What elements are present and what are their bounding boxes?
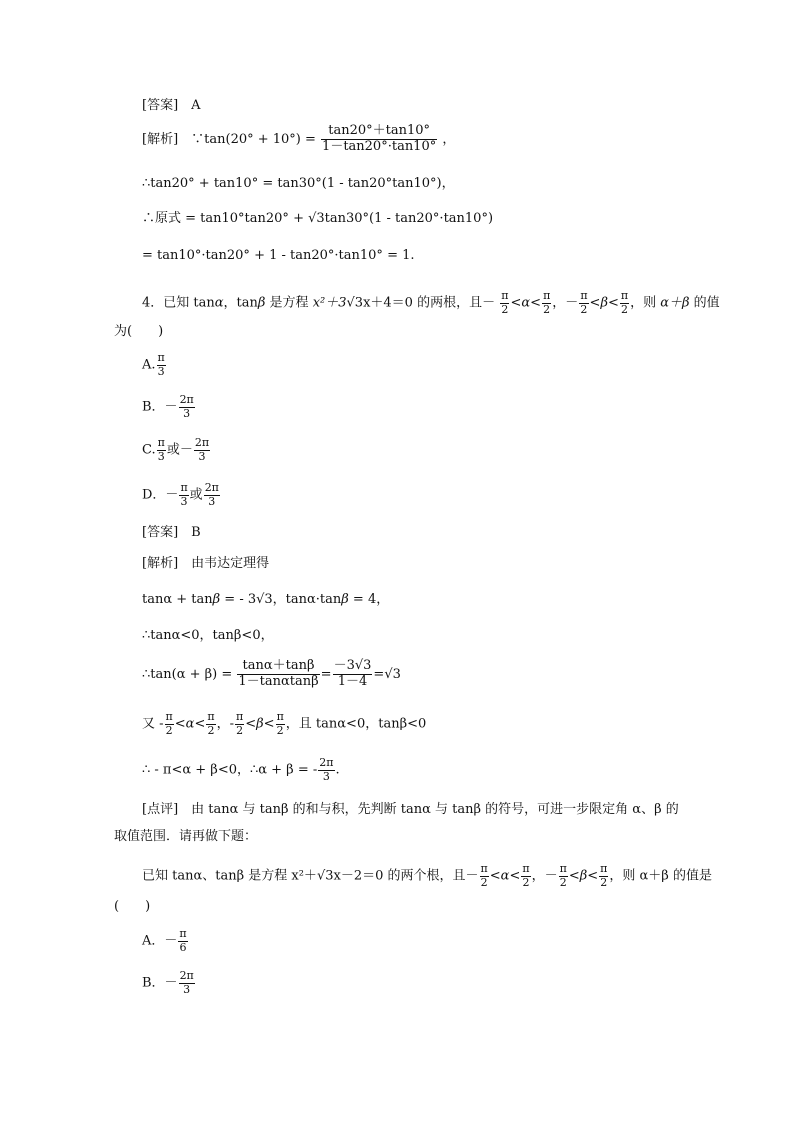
option2-a[interactable] (142, 928, 189, 954)
den: 3 (183, 982, 191, 996)
neg-pi-over-2 (480, 863, 489, 889)
num: π (600, 862, 608, 875)
text: 又 - (142, 716, 164, 732)
q4-text: 是方程 (265, 295, 313, 311)
comment-line-1: [点评] 由 tanα 与 tanβ 的和与积，先判断 tanα 与 tanβ 的符号，可进一步限定角 α、β 的 (142, 802, 679, 817)
den: 3 (183, 406, 191, 420)
num: 2π (179, 393, 194, 406)
text: ，且 tanα<0，tanβ<0 (285, 716, 427, 732)
sqrt3: √3 (384, 666, 401, 682)
den: 2 (236, 723, 244, 737)
question-4-line-1 (142, 290, 720, 316)
analysis-label: [解析] ∵tan(20° + 10°) = (142, 131, 316, 147)
den: 3 (157, 449, 165, 463)
lt: < (509, 868, 521, 884)
expr-part: tan30°(1 - tan20°·tan10°) (324, 211, 494, 226)
neg3: －3 (333, 658, 355, 673)
den: 1－4 (337, 673, 368, 689)
pi-over-3 (157, 352, 166, 378)
option-label: C. (142, 442, 156, 458)
neg-pi-over-2 (579, 290, 588, 316)
lt: < (607, 295, 619, 311)
den: 2 (600, 875, 608, 889)
pi-over-2 (521, 863, 530, 889)
den: 3 (208, 494, 216, 508)
sqrt3: √3 (346, 295, 364, 311)
q4-text: x＋4＝0 的两根，且－ (363, 295, 496, 311)
pi-over-2 (599, 863, 608, 889)
punct: ， (442, 131, 456, 147)
derivation-line-1: ∴tan20° + tan10° = tan30°(1 - tan20°tan10°)， (142, 176, 455, 191)
beta: β (257, 295, 266, 311)
num: π (165, 710, 173, 723)
alpha: α (214, 295, 224, 311)
alpha: α (185, 716, 195, 732)
analysis-line-1 (142, 124, 455, 155)
beta: β (212, 592, 221, 607)
lt: < (245, 716, 257, 732)
num: π (501, 289, 509, 302)
den: 2 (559, 875, 567, 889)
beta: β (600, 295, 608, 311)
option-label: A．－ (142, 933, 178, 949)
num: tanα＋tanβ (237, 659, 319, 675)
den: 2 (480, 875, 488, 889)
value-fraction (333, 659, 373, 690)
q4-text: ，则 (630, 295, 661, 311)
neg-pi-over-2 (500, 290, 509, 316)
question-5-line-1 (142, 863, 712, 889)
or: 或 (189, 487, 203, 503)
comment-line-2: 取值范围．请再做下题： (114, 829, 258, 844)
text: ，tanα·tan (272, 592, 342, 607)
num: π (236, 710, 244, 723)
q4-text: 4．已知 tan (142, 295, 215, 311)
den: 3 (180, 494, 188, 508)
two-pi-over-3 (204, 482, 220, 508)
lt: < (589, 295, 601, 311)
den: 2 (522, 875, 530, 889)
num (333, 659, 373, 675)
analysis-line-2: [解析] 由韦达定理得 (142, 556, 270, 571)
alpha: α (500, 868, 510, 884)
option-a[interactable] (142, 352, 167, 378)
two-pi-over-3 (194, 437, 210, 463)
two-pi-over-3 (318, 757, 334, 783)
text: ∴tan(α + β) = (142, 666, 233, 682)
or: 或－ (166, 442, 193, 458)
num: π (157, 436, 165, 449)
option-b[interactable] (142, 394, 196, 420)
den: 6 (179, 940, 187, 954)
pi-over-3 (179, 482, 188, 508)
beta: β (579, 868, 588, 884)
question-5-line-2: ( ) (114, 899, 151, 914)
den: 2 (580, 302, 588, 316)
num: π (543, 289, 551, 302)
tan-sum-line: ∴tan(α + β) = $\frac{\tan\alpha+\tan\beta}{1-\tan\alpha\tan\beta}$ = $\frac{-3√3}{1-4}$ =√3 (142, 658, 401, 689)
num: 2π (204, 481, 219, 494)
num: 2π (319, 756, 334, 769)
option-label: D．－ (142, 487, 179, 503)
sqrt3: √3 (256, 592, 273, 607)
num: π (179, 927, 187, 940)
sep: ，－ (531, 868, 558, 884)
option2-b[interactable] (142, 970, 196, 996)
pi-over-6 (178, 928, 187, 954)
text: 已知 tanα、tanβ 是方程 x²＋ (142, 868, 317, 884)
q4-text: 的值 (689, 295, 720, 311)
den: 3 (198, 449, 206, 463)
derivation-line-2 (142, 212, 493, 225)
den: 2 (207, 723, 215, 737)
lt: < (587, 868, 599, 884)
text: = - 3 (220, 592, 257, 607)
vieta-line (142, 593, 389, 606)
range-line (142, 711, 426, 737)
num: π (276, 710, 284, 723)
sign-line: ∴tanα<0，tanβ<0， (142, 628, 274, 643)
pi-over-3 (157, 437, 166, 463)
num: π (207, 710, 215, 723)
den: 2 (501, 302, 509, 316)
lt: < (194, 716, 206, 732)
num: π (620, 289, 629, 302)
option-d[interactable] (142, 482, 221, 508)
tan-sum-fraction-2 (237, 659, 319, 690)
q4-text: ，tan (223, 295, 258, 311)
sep: ，－ (552, 295, 579, 311)
pi-over-2 (165, 711, 174, 737)
sqrt3: √3 (308, 211, 325, 226)
lt: < (530, 295, 542, 311)
num: 2π (179, 969, 194, 982)
pi-over-2 (276, 711, 285, 737)
lt: < (510, 295, 522, 311)
option-label: B．－ (142, 975, 178, 991)
option-c[interactable] (142, 437, 211, 463)
question-4-line-2: 为( ) (114, 324, 164, 339)
fraction-denominator: 1－tan20°·tan10° (322, 138, 437, 154)
den: 2 (543, 302, 551, 316)
sqrt3: √3 (354, 658, 372, 673)
den: 2 (276, 723, 284, 737)
den: 3 (157, 364, 165, 378)
den: 2 (620, 302, 628, 316)
beta: β (256, 716, 264, 732)
pi-over-2 (620, 290, 629, 316)
num: π (522, 862, 530, 875)
num: π (157, 351, 165, 364)
two-pi-over-3 (179, 394, 195, 420)
den: 2 (165, 723, 173, 737)
pi-over-2 (206, 711, 215, 737)
lt: < (489, 868, 501, 884)
option-label: A. (142, 357, 156, 373)
text: x－2＝0 的两个根，且－ (333, 868, 479, 884)
sqrt3: √3 (316, 868, 334, 884)
answer-line-1: [答案] A (142, 98, 201, 113)
text: ∴ - π<α + β<0，∴α + β = - (142, 762, 318, 778)
equation: x²＋3 (312, 295, 347, 311)
num: 2π (194, 436, 210, 449)
lt: < (568, 868, 580, 884)
den: 3 (322, 769, 330, 783)
period: . (335, 762, 340, 778)
beta: β (341, 592, 349, 607)
num: π (559, 862, 567, 875)
den: 1－tanαtanβ (238, 673, 319, 689)
derivation-line-3: = tan10°·tan20° + 1 - tan20°·tan10° = 1. (142, 248, 415, 263)
two-pi-over-3 (179, 970, 195, 996)
sep: ，- (216, 716, 234, 732)
lt: < (174, 716, 186, 732)
tan-sum-fraction (321, 124, 437, 155)
text: ，则 α＋β 的值是 (609, 868, 712, 884)
option-label: B．－ (142, 399, 178, 415)
neg-pi-over-2 (559, 863, 568, 889)
expr-part: ∴原式 = tan10°tan20° + (142, 211, 309, 226)
alpha-plus-beta: α＋β (660, 295, 690, 311)
text: tanα + tan (142, 592, 213, 607)
num: π (180, 481, 188, 494)
text: = 4， (348, 592, 390, 607)
answer-line-2: [答案] B (142, 525, 201, 540)
lt: < (263, 716, 275, 732)
alpha: α (521, 295, 531, 311)
num: π (480, 862, 488, 875)
pi-over-2 (542, 290, 551, 316)
num: π (580, 289, 588, 302)
pi-over-2 (235, 711, 244, 737)
conclusion-line (142, 757, 340, 783)
fraction-numerator: tan20°＋tan10° (321, 124, 437, 140)
